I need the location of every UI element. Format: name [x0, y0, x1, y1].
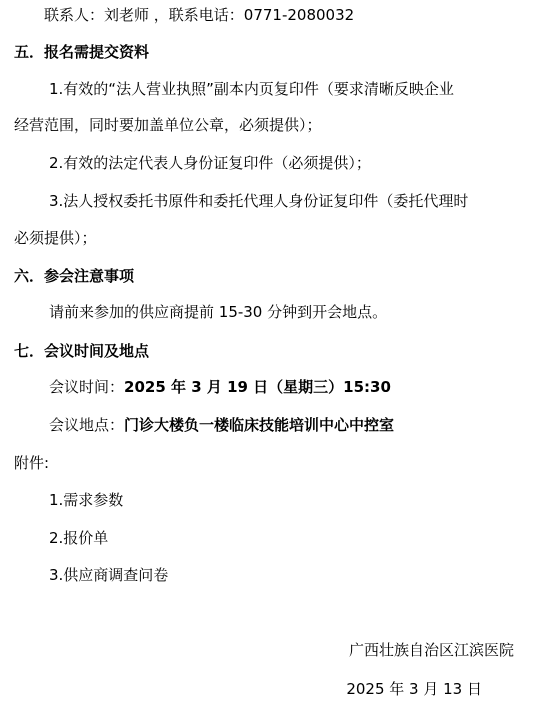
- attachment-item: 2.报价单: [49, 529, 109, 547]
- attachment-item: 3.供应商调查问卷: [49, 566, 169, 584]
- signature-organization: 广西壮族自治区江滨医院: [348, 641, 514, 659]
- section-6-text: 请前来参加的供应商提前 15-30 分钟到开会地点。: [49, 303, 388, 321]
- contact-line: 联系人：刘老师 ，联系电话：0771-2080032: [44, 6, 355, 24]
- section-5-item-1-line-1: 1.有效的“法人营业执照”副本内页复印件（要求清晰反映企业: [49, 80, 454, 98]
- section-5-item-3-line-1: 3.法人授权委托书原件和委托代理人身份证复印件（委托代理时: [49, 192, 469, 210]
- meeting-place-label: 会议地点：: [49, 416, 125, 434]
- section-5-item-2: 2.有效的法定代表人身份证复印件（必须提供）；: [49, 154, 371, 172]
- meeting-place: [49, 415, 394, 435]
- attachment-item: 1.需求参数: [49, 491, 124, 509]
- section-5-item-3-line-2: 必须提供）；: [14, 229, 97, 247]
- section-6-heading: 六．参会注意事项: [14, 267, 135, 285]
- section-5-heading: 五．报名需提交资料: [14, 43, 150, 61]
- section-5-item-1-line-2: 经营范围，同时要加盖单位公章，必须提供）；: [14, 116, 322, 134]
- meeting-place-value: 门诊大楼负一楼临床技能培训中心中控室: [124, 416, 395, 434]
- meeting-time-value: 2025 年 3 月 19 日（星期三）15:30: [124, 378, 391, 396]
- meeting-time: [49, 377, 391, 397]
- attachments-heading: 附件:: [14, 454, 50, 472]
- meeting-time-label: 会议时间：: [49, 378, 125, 396]
- section-7-heading: 七．会议时间及地点: [14, 342, 150, 360]
- signature-date: 2025 年 3 月 13 日: [346, 680, 482, 698]
